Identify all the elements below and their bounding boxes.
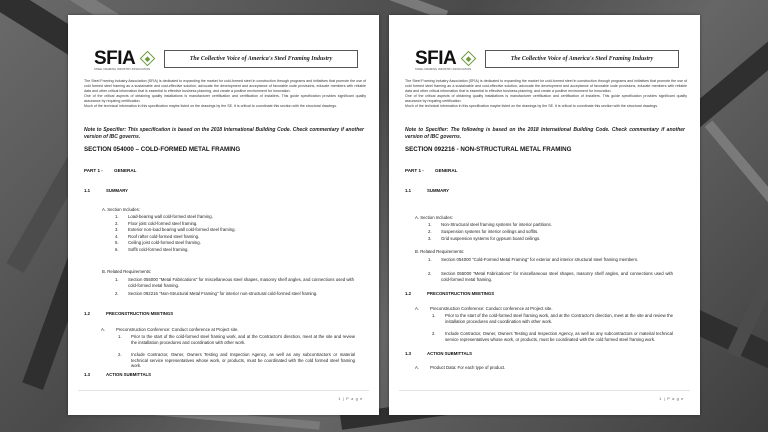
footer-divider: [78, 390, 369, 391]
sfia-logo: SFIA STEEL FRAMING INDUSTRY ASSOCIATION: [94, 49, 162, 73]
note-to-specifier: Note to Specifier: The following is based on the 2018 International Building Code. Check commentary if another version of IBC governs.: [405, 127, 685, 140]
list-item: 1. Prior to the start of the cold-formed steel framing work, and at the Contractor's direction, meet at the site and review the installation procedures and coordination with other work.: [432, 313, 673, 324]
article-1-3: 1.3 ACTION SUBMITTALS: [405, 351, 473, 356]
related-requirements-label: B. Related Requirements:: [415, 249, 465, 254]
article-1-3: 1.3 ACTION SUBMITTALS: [84, 372, 152, 377]
tagline: The Collective Voice of America's Steel Framing Industry: [485, 50, 679, 68]
intro-text: The Steel Framing Industry Association (SFIA) is dedicated to expanding the market for cold-formed steel in construction through programs and initiatives that promote the use of cold formed steel framing as a sustainable and cost-effective solution, advocate the development and acceptance of favorable code provisions, educate members with reliable data and other critical information that is essential to effective business planning, and create a positive environment for innovation. One of the critical aspects of obtaining quality installations is manufacturer certification and certification of installers. This guide specification provides significant quality assurance by requiring certification. Much of the technical information in this specification maybe listed on the drawings by the SE. It is critical to coordinate this section with the structural drawings.: [405, 79, 687, 108]
list-item: 1. Prior to the start of the cold-formed steel framing work, and at the Contractor's direction, meet at the site and review the installation procedures and coordination with other work.: [118, 334, 355, 345]
section-title: SECTION 054000 – COLD-FORMED METAL FRAMING: [84, 146, 241, 153]
page-number: 1 | P a g e: [659, 396, 684, 401]
product-data-text: Product Data: For each type of product.: [430, 365, 506, 370]
page-number: 1 | P a g e: [338, 396, 363, 401]
list-item: 2. Section 092216 "Non-Structural Metal Framing" for interior non-structural cold-formed steel framing.: [115, 291, 318, 296]
list-item: 1. Load-bearing wall cold-formed steel framing.: [115, 214, 213, 219]
preconstruction-text: Preconstruction Conference: Conduct conference at Project site.: [430, 306, 553, 311]
footer-divider: [399, 390, 690, 391]
preconstruction-text: Preconstruction Conference: Conduct conference at Project site.: [116, 327, 239, 332]
paragraph-letter: A.: [415, 306, 420, 311]
list-item: 1. Non-Structural steel framing systems for interior partitions.: [428, 222, 552, 227]
list-item: 1. Section 054000 "Cold-Formed Metal Framing" for exterior and interior structural steel framing members.: [428, 257, 639, 262]
part-heading: PART 1 - GENERAL: [84, 168, 137, 173]
list-item: 2. Section 055000 "Metal Fabrications" for miscellaneous steel shapes, masonry shelf angles, and connections used with cold-formed metal framing.: [428, 271, 673, 282]
article-1-2: 1.2 PRECONSTRUCTION MEETINGS: [84, 311, 174, 316]
article-1-1: 1.1 SUMMARY: [84, 188, 129, 193]
related-requirements-label: B. Related Requirements:: [102, 269, 152, 274]
list-item: 3. Exterior non-load bearing wall cold-formed steel framing.: [115, 227, 236, 232]
paragraph-letter: A.: [415, 365, 420, 370]
sfia-logo: SFIA STEEL FRAMING INDUSTRY ASSOCIATION: [415, 49, 483, 73]
list-item: 5. Ceiling joist cold-formed steel framing.: [115, 240, 201, 245]
list-item: 2. Include Contractor, Owner, Owners Testing and Inspection Agency, as well as any subcontractors or material technical service representatives whose work, or products, must be coordinated with the cold formed steel framing work.: [432, 331, 673, 342]
page-header: [94, 49, 358, 73]
sfia-diamond-icon: [140, 51, 156, 67]
article-1-2: 1.2 PRECONSTRUCTION MEETINGS: [405, 291, 495, 296]
list-item: 1. Section 055000 "Metal Fabrications" for miscellaneous steel shapes, masonry shelf angles, and connections used with cold-formed metal framing.: [115, 277, 354, 288]
intro-text: The Steel Framing Industry Association (SFIA) is dedicated to expanding the market for cold-formed steel in construction through programs and initiatives that promote the use of cold formed steel framing as a sustainable and cost-effective solution, advocate the development and acceptance of favorable code provisions, educate members with reliable data and other critical information that is essential to effective business planning, and create a positive environment for innovation. One of the critical aspects of obtaining quality installations is manufacturer certification and certification of installers. This guide specification provides significant quality assurance by requiring certification. Much of the technical information in this specification maybe listed on the drawings by the SE. It is critical to coordinate this section with the structural drawings.: [84, 79, 366, 108]
page-header: [415, 49, 679, 73]
document-page-092216: [389, 15, 700, 415]
sfia-diamond-icon: [461, 51, 477, 67]
list-item: 2. Floor joist cold-formed steel framing.: [115, 220, 198, 226]
list-item: 2. Suspension systems for interior ceilings and soffits.: [428, 229, 539, 234]
paragraph-letter: A.: [101, 327, 106, 332]
part-heading: PART 1 - GENERAL: [405, 168, 458, 173]
list-item: 3. Grid suspension systems for gypsum board ceilings.: [428, 236, 541, 241]
article-1-1: 1.1 SUMMARY: [405, 188, 450, 193]
section-includes-label: A. Section Includes:: [102, 207, 140, 212]
note-to-specifier: Note to Specifier: This specification is based on the 2018 International Building Code. Check commentary if another version of IBC governs.: [84, 127, 364, 140]
section-includes-label: A. Section Includes:: [415, 215, 453, 220]
tagline: The Collective Voice of America's Steel Framing Industry: [164, 50, 358, 68]
list-item: 2. Include Contractor, Owner, Owners Testing and Inspection Agency, as well as any subcontractors or material technical service representatives whose work, or products, must be coordinated with the cold formed steel framing work.: [118, 352, 355, 369]
section-title: SECTION 092216 - NON-STRUCTURAL METAL FRAMING: [405, 146, 572, 153]
list-item: 6. Soffit cold-formed steel framing.: [115, 246, 189, 252]
list-item: 4. Roof rafter cold-formed steel framing.: [115, 233, 200, 239]
document-page-054000: [68, 15, 379, 415]
